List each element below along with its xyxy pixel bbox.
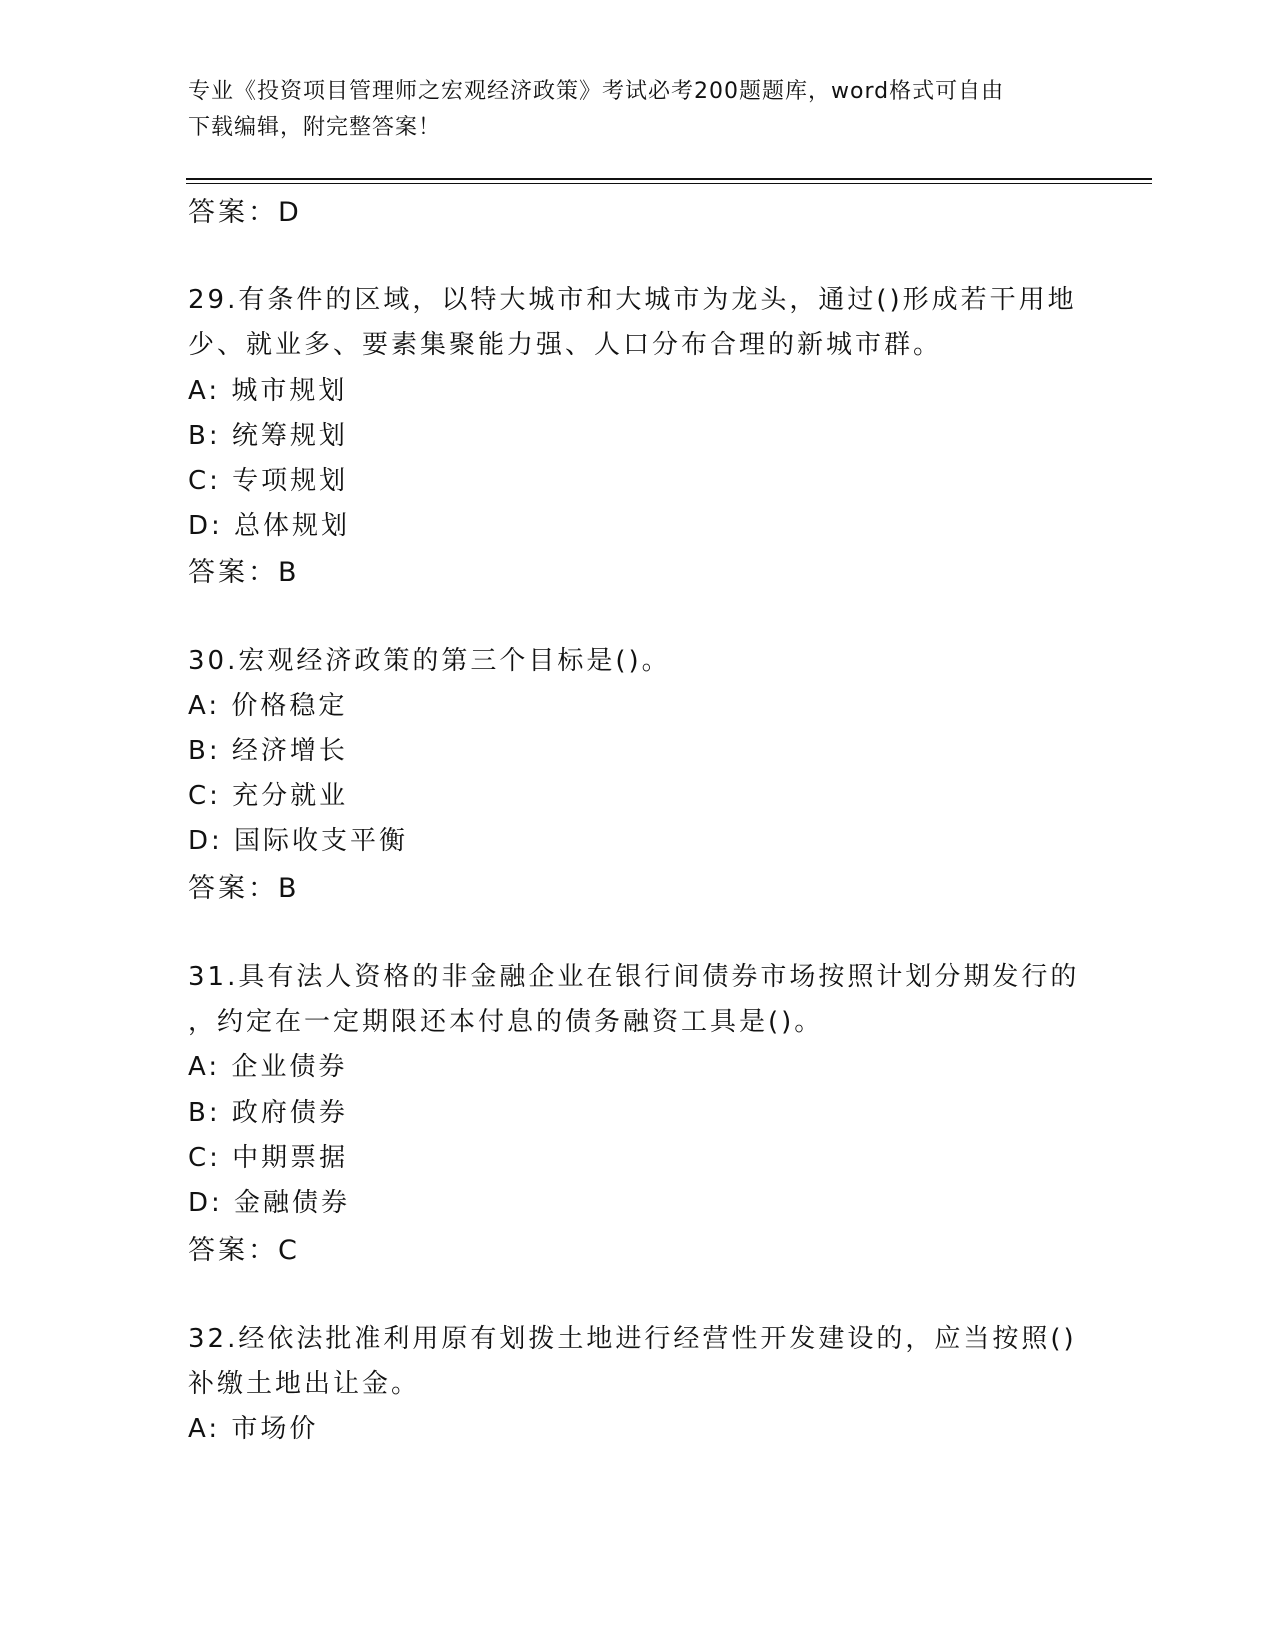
question-31-option-b: B: 政府债券 [188, 1098, 348, 1128]
question-31-answer: 答案：C [188, 1235, 300, 1266]
question-29-answer: 答案：B [188, 557, 300, 588]
question-30-option-b: B: 经济增长 [188, 736, 348, 766]
question-31-option-c: C: 中期票据 [188, 1143, 349, 1173]
question-31-option-a: A: 企业债券 [188, 1052, 348, 1082]
document-header [188, 74, 1068, 146]
question-32-stem-line-1: 32.经依法批准利用原有划拨土地进行经营性开发建设的，应当按照() [188, 1324, 1077, 1354]
question-30-stem-line-1: 30.宏观经济政策的第三个目标是()。 [188, 646, 671, 676]
question-29-option-b: B: 统筹规划 [188, 421, 348, 451]
question-32-option-a: A: 市场价 [188, 1414, 319, 1444]
question-29-option-c: C: 专项规划 [188, 466, 349, 496]
question-29-option-d: D: 总体规划 [188, 511, 351, 541]
header-line-1: 专业《投资项目管理师之宏观经济政策》考试必考200题题库，word格式可自由 [188, 79, 1005, 104]
header-rule-thin [186, 183, 1152, 184]
question-29-option-a: A: 城市规划 [188, 376, 348, 406]
question-30-option-a: A: 价格稳定 [188, 691, 348, 721]
question-29-stem-line-2: 少、就业多、要素集聚能力强、人口分布合理的新城市群。 [188, 330, 943, 360]
question-31-option-d: D: 金融债券 [188, 1188, 351, 1218]
question-30-option-c: C: 充分就业 [188, 781, 349, 811]
question-31-stem-line-1: 31.具有法人资格的非金融企业在银行间债券市场按照计划分期发行的 [188, 962, 1080, 992]
question-30-option-d: D: 国际收支平衡 [188, 826, 409, 856]
header-rule-thick [186, 178, 1152, 180]
question-31-stem-line-2: ，约定在一定期限还本付息的债务融资工具是()。 [188, 1007, 824, 1037]
question-29-stem-line-1: 29.有条件的区域，以特大城市和大城市为龙头，通过()形成若干用地 [188, 285, 1077, 315]
header-line-2: 下载编辑，附完整答案！ [188, 115, 442, 140]
previous-answer: 答案：D [188, 197, 302, 228]
question-32-stem-line-2: 补缴土地出让金。 [188, 1369, 421, 1399]
question-30-answer: 答案：B [188, 873, 300, 904]
